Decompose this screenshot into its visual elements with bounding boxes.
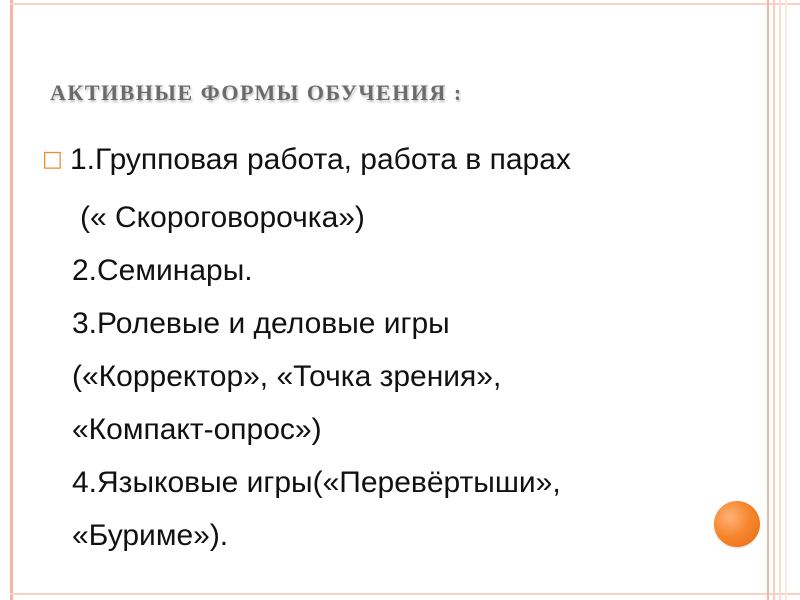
content-line-8: «Буриме»).: [72, 519, 229, 552]
frame-right-line-4: [785, 0, 787, 600]
content-line-7: 4.Языковые игры(«Перевёртыши»,: [72, 466, 561, 499]
content-line-1: 1.Групповая работа, работа в парах: [70, 143, 571, 176]
frame-left-line: [10, 0, 13, 600]
bullet-item: [42, 142, 732, 178]
content-continuation: [42, 191, 732, 562]
frame-right-line-3: [779, 0, 781, 600]
slide-title: АКТИВНЫЕ ФОРМЫ ОБУЧЕНИЯ :: [50, 80, 463, 105]
content-line-2: (« Скороговорочка»): [80, 201, 365, 234]
content-line-4: 3.Ролевые и деловые игры: [72, 307, 450, 340]
slide-content: [42, 142, 732, 562]
frame-top-line: [10, 3, 800, 5]
frame-bottom-line: [10, 593, 800, 595]
content-line-6: «Компакт-опрос»): [72, 413, 322, 446]
orange-circle-decoration: [714, 501, 760, 547]
content-line-5: («Корректор», «Точка зрения»,: [72, 360, 502, 393]
frame-right-line-2: [773, 0, 775, 600]
bullet-square-icon: □: [42, 147, 63, 172]
frame-right-line-1: [767, 0, 769, 600]
content-line-3: 2.Семинары.: [72, 254, 253, 287]
